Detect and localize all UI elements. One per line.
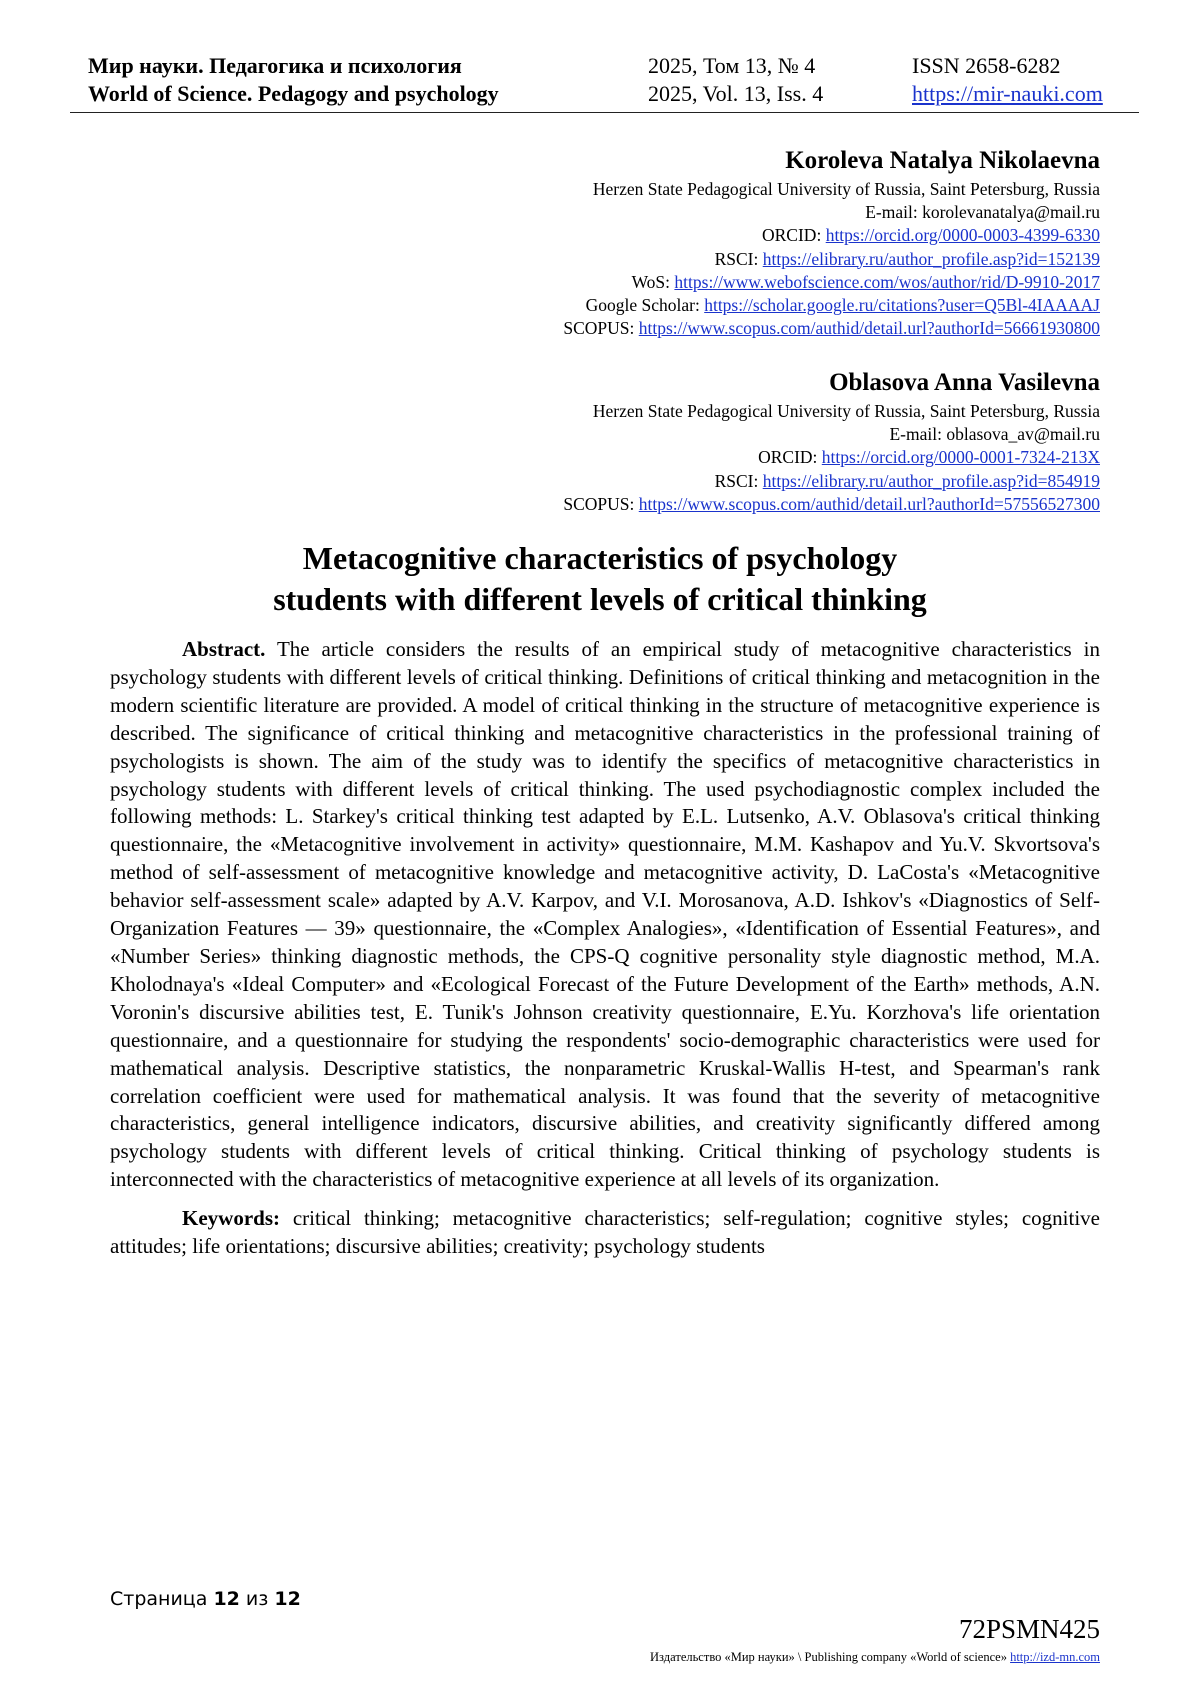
author-orcid: ORCID: https://orcid.org/0000-0001-7324-213X: [758, 447, 1100, 468]
keywords-paragraph: [110, 1205, 1100, 1261]
issn-block: [912, 52, 1103, 108]
author-scopus: SCOPUS: https://www.scopus.com/authid/detail.url?authorId=56661930800: [563, 318, 1100, 339]
scopus-link[interactable]: https://www.scopus.com/authid/detail.url?authorId=56661930800: [638, 318, 1100, 339]
journal-site-link[interactable]: https://mir-nauki.com: [912, 81, 1103, 106]
wos-link[interactable]: https://www.webofscience.com/wos/author/rid/D-9910-2017: [674, 271, 1100, 292]
abstract-label: Abstract.: [182, 637, 266, 661]
abstract-text: The article considers the results of an empirical study of metacognitive characteristics in psychology students with different levels of critical thinking. Definitions of critical thinking and metacognition in the modern scientific literature are provided. A model of critical thinking in the structure of metacognitive experience is described. The significance of critical thinking and metacognitive characteristics in the professional training of psychologists is shown. The aim of the study was to identify the specifics of metacognitive characteristics in psychology students with different levels of critical thinking. The used psychodiagnostic complex included the following methods: L. Starkey's critical thinking test adapted by E.L. Lutsenko, A.V. Oblasova's critical thinking questionnaire, the «Metacognitive involvement in activity» questionnaire, M.M. Kashapov and Yu.V. Skvortsova's method of self-assessment of metacognitive knowledge and metacognitive activity, D. LaCosta's «Metacognitive behavior self-assessment scale» adapted by A.V. Karpov, and V.I. Morosanova, A.D. Ishkov's «Diagnostics of Self-Organization Features — 39» questionnaire, the «Complex Analogies», «Identification of Essential Features», and «Number Series» thinking diagnostic methods, the CPS-Q cognitive personality style diagnostic method, M.A. Kholodnaya's «Ideal Computer» and «Ecological Forecast of the Future Development of the Earth» methods, A.N. Voronin's discursive abilities test, E. Tunik's Johnson creativity questionnaire, E.Yu. Korzhova's life orientation questionnaire, and a questionnaire for studying the respondents' socio-demographic characteristics were used for mathematical analysis. Descriptive statistics, the nonparametric Kruskal-Wallis H-test, and Spearman's rank correlation coefficient were used for mathematical analysis. It was found that the severity of metacognitive characteristics, general intelligence indicators, discursive abilities, and creativity significantly differed among psychology students with different levels of critical thinking. Critical thinking of psychology students is interconnected with the characteristics of metacognitive experience at all levels of its organization.: [110, 637, 1100, 1192]
google-scholar-link[interactable]: https://scholar.google.ru/citations?user=Q5Bl-4IAAAAJ: [704, 295, 1100, 316]
keywords-label: Keywords:: [182, 1206, 280, 1231]
author-google-scholar: Google Scholar: https://scholar.google.ru/citations?user=Q5Bl-4IAAAAJ: [585, 295, 1100, 316]
abstract-paragraph: [110, 636, 1100, 1194]
journal-header: [70, 52, 1139, 113]
author-rsci: RSCI: https://elibrary.ru/author_profile.asp?id=854919: [714, 470, 1100, 491]
scopus-link[interactable]: https://www.scopus.com/authid/detail.url?authorId=57556527300: [638, 493, 1100, 514]
issue-en: 2025, Vol. 13, Iss. 4: [648, 81, 824, 106]
issn: ISSN 2658-6282: [912, 53, 1061, 78]
article-code: 72PSMN425: [958, 1614, 1100, 1644]
author-orcid: ORCID: https://orcid.org/0000-0003-4399-6330: [762, 225, 1100, 246]
abstract-section: [110, 636, 1100, 1261]
author-email: E-mail: korolevanatalya@mail.ru: [865, 202, 1100, 223]
publisher-line: Издательство «Мир науки» \ Publishing company «World of science» http://izd-mn.com: [650, 1650, 1100, 1664]
author-affiliation: Herzen State Pedagogical University of Russia, Saint Petersburg, Russia: [592, 401, 1100, 421]
author-scopus: SCOPUS: https://www.scopus.com/authid/detail.url?authorId=57556527300: [563, 493, 1100, 514]
rsci-link[interactable]: https://elibrary.ru/author_profile.asp?id=152139: [762, 248, 1100, 269]
publisher-link[interactable]: http://izd-mn.com: [1010, 1650, 1100, 1664]
author-name: Oblasova Anna Vasilevna: [829, 369, 1100, 396]
author-block-2: [563, 367, 1100, 516]
author-wos: WoS: https://www.webofscience.com/wos/author/rid/D-9910-2017: [631, 271, 1100, 292]
journal-name-ru: Мир науки. Педагогика и психология: [88, 53, 462, 78]
rsci-link[interactable]: https://elibrary.ru/author_profile.asp?id=854919: [762, 470, 1100, 491]
author-affiliation: Herzen State Pedagogical University of Russia, Saint Petersburg, Russia: [592, 179, 1100, 199]
author-rsci: RSCI: https://elibrary.ru/author_profile.asp?id=152139: [714, 248, 1100, 269]
title-line-1: Metacognitive characteristics of psychology: [302, 540, 898, 576]
author-email: E-mail: oblasova_av@mail.ru: [889, 424, 1100, 445]
author-block-1: [563, 145, 1100, 340]
orcid-link[interactable]: https://orcid.org/0000-0001-7324-213X: [821, 447, 1100, 468]
author-name: Koroleva Natalya Nikolaevna: [785, 147, 1100, 174]
total-pages: 12: [274, 1588, 301, 1610]
journal-name-en: World of Science. Pedagogy and psychology: [88, 81, 499, 106]
issue-ru: 2025, Том 13, № 4: [648, 53, 816, 78]
article-title: [0, 538, 1200, 620]
journal-name-block: [88, 52, 499, 108]
orcid-link[interactable]: https://orcid.org/0000-0003-4399-6330: [825, 225, 1100, 246]
current-page: 12: [213, 1588, 240, 1610]
issue-block: [648, 52, 823, 108]
keywords-text: critical thinking; metacognitive characteristics; self-regulation; cognitive styles; cognitive attitudes; life orientations; discursive abilities; creativity; psychology students: [110, 1206, 1100, 1259]
page-number: Страница 12 из 12: [110, 1588, 301, 1610]
title-line-2: students with different levels of critical thinking: [273, 581, 927, 617]
